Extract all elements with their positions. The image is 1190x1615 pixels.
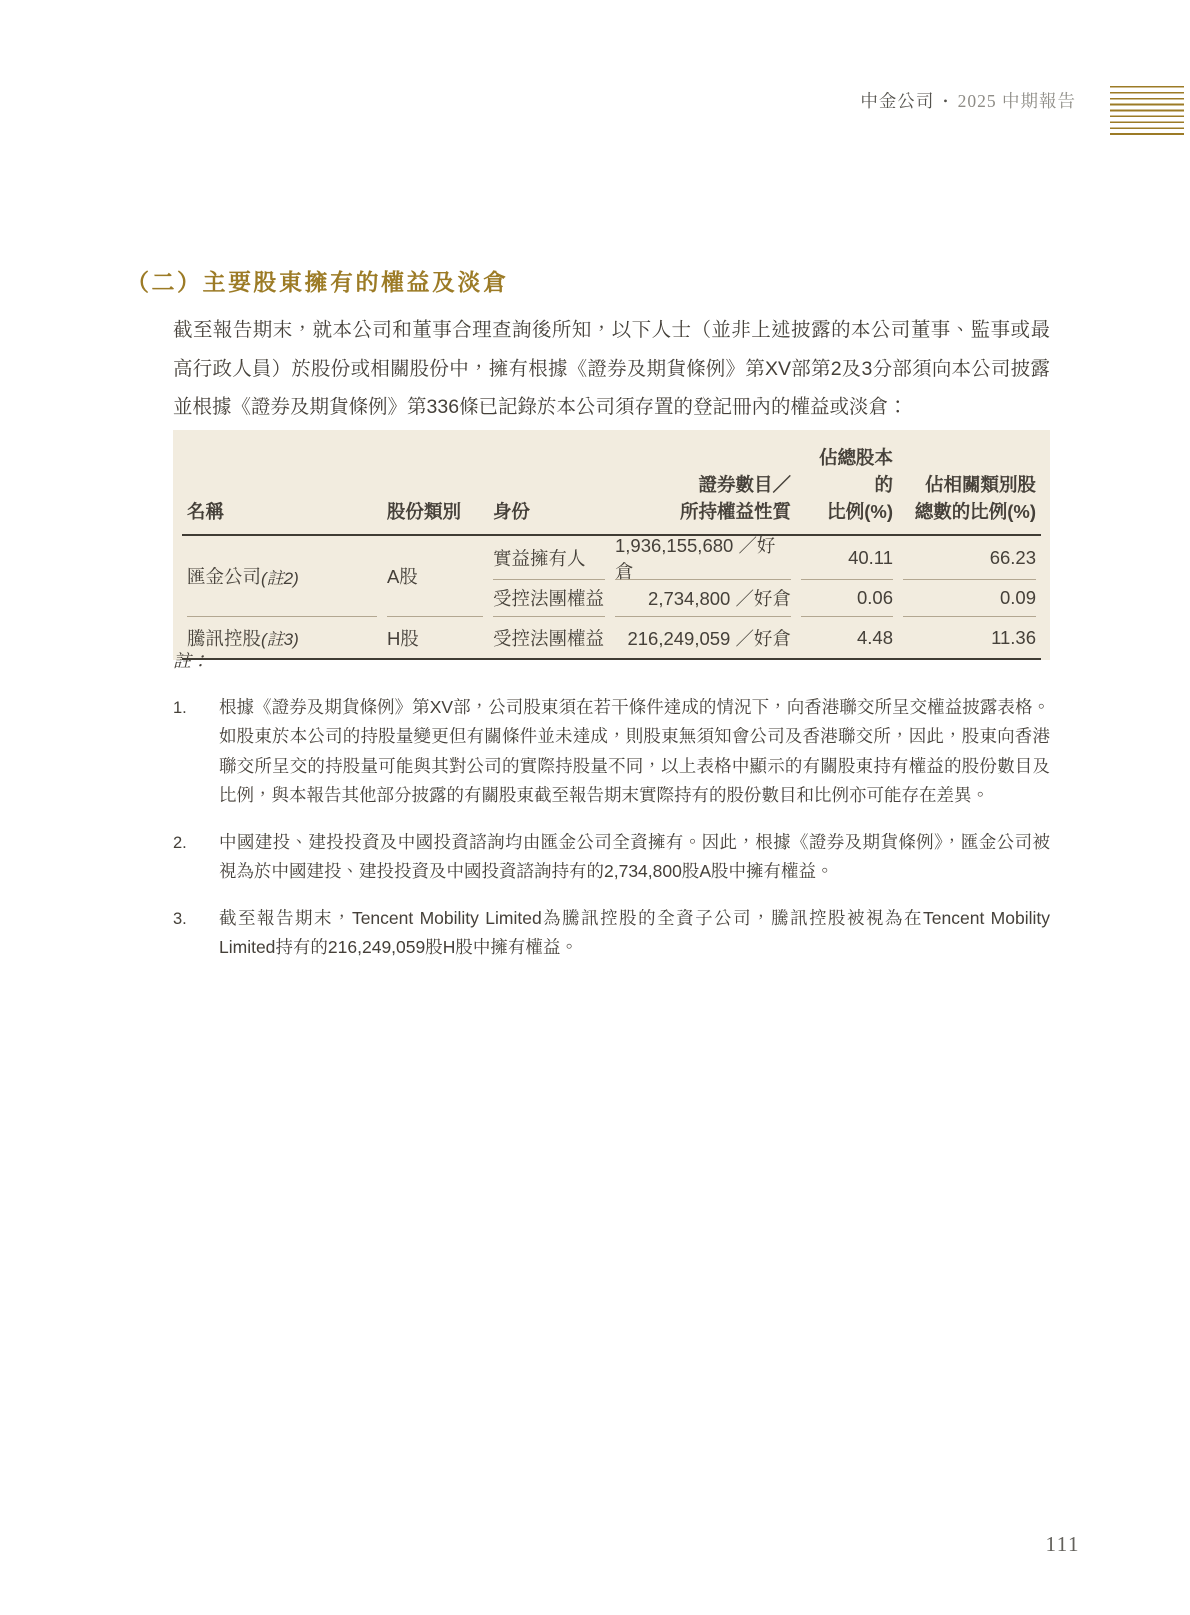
table-cell-capacity: 實益擁有人: [493, 536, 605, 580]
column-header-pct-total: 佔總股本的 比例(%): [818, 447, 893, 522]
notes-section: [173, 647, 1050, 980]
bullet-separator: •: [943, 94, 949, 108]
note-text: 根據《證券及期貨條例》第XV部，公司股東須在若干條件達成的情況下，向香港聯交所呈交權益披露表格。如股東於本公司的持股量變更但有關條件並未達成，則股東無須知會公司及香港聯交所，因此，股東向香港聯交所呈交的持股量可能與其對公司的實際持股量不同，以上表格中顯示的有關股東持有權益的股份數目及比例，與本報告其他部分披露的有關股東截至報告期末實際持有的股份數目和比例亦可能存在差異。: [219, 696, 1050, 805]
table-cell-pct-class: 66.23: [903, 536, 1036, 580]
note-text: 中國建投、建投投資及中國投資諮詢均由匯金公司全資擁有。因此，根據《證券及期貨條例》，匯金公司被視為於中國建投、建投投資及中國投資諮詢持有的2,734,800股A股中擁有權益。: [219, 831, 1050, 881]
table-cell-pct-class: 11.36: [991, 626, 1036, 648]
notes-label: 註：: [173, 651, 209, 671]
table-cell-pct-total: 40.11: [801, 536, 893, 580]
note-reference-3: (註3): [261, 630, 299, 649]
intro-paragraph: 截至報告期末，就本公司和董事合理查詢後所知，以下人士（並非上述披露的本公司董事、監事或最高行政人員）於股份或相關股份中，擁有根據《證券及期貨條例》第XV部第2及3分部須向本公司披露並根據《證券及期貨條例》第336條已記錄於本公司須存置的登記冊內的權益或淡倉：: [173, 319, 1050, 418]
table-header-row: [182, 430, 1041, 536]
table-cell-capacity: 受控法團權益: [493, 627, 605, 649]
table-cell-share-class-a: A股: [387, 536, 483, 617]
column-header-capacity: 身份: [493, 501, 531, 522]
note-number: 3.: [173, 909, 187, 928]
table-cell-pct-total: 4.48: [856, 626, 893, 648]
table-cell-name-tencent: 騰訊控股 (註3): [187, 617, 377, 658]
table-cell-pct-class: 0.09: [903, 580, 1036, 617]
report-title: 2025 中期報告: [957, 91, 1076, 111]
gold-stripes-decoration: [1110, 86, 1184, 137]
note-item-2: [173, 828, 1050, 887]
note-item-3: [173, 904, 1050, 963]
table-cell-capacity: 受控法團權益: [493, 580, 605, 617]
note-text: 截至報告期末，Tencent Mobility Limited為騰訊控股的全資子公司，騰訊控股被視為在Tencent Mobility Limited持有的216,249,059股H股中擁有權益。: [219, 907, 1050, 957]
table-cell-share-class-h: H股: [387, 627, 419, 649]
company-name: 中金公司: [860, 91, 935, 111]
note-reference-2: (註2): [261, 568, 299, 588]
report-masthead: [860, 88, 1076, 113]
column-header-pct-class: 佔相關類別股 總數的比例(%): [914, 474, 1036, 522]
table-cell-pct-total: 0.06: [801, 580, 893, 617]
column-header-securities: 證券數目／ 所持權益性質: [679, 474, 791, 522]
table-cell-securities: 2,734,800 ／好倉: [615, 580, 791, 617]
column-header-share-class: 股份類別: [387, 501, 462, 522]
table-cell-name-huijin: 匯金公司 (註2): [187, 536, 377, 617]
note-number: 1.: [173, 698, 187, 717]
major-shareholders-table: [173, 430, 1050, 660]
page-number: 111: [1045, 1532, 1080, 1556]
note-item-1: [173, 693, 1050, 811]
table-cell-securities: 216,249,059 ／好倉: [627, 627, 791, 649]
table-cell-securities: 1,936,155,680 ／好倉: [615, 536, 791, 580]
section-title: （二）主要股東擁有的權益及淡倉: [126, 269, 509, 295]
column-header-name: 名稱: [187, 501, 225, 522]
note-number: 2.: [173, 833, 187, 852]
table-body: [182, 536, 1041, 660]
